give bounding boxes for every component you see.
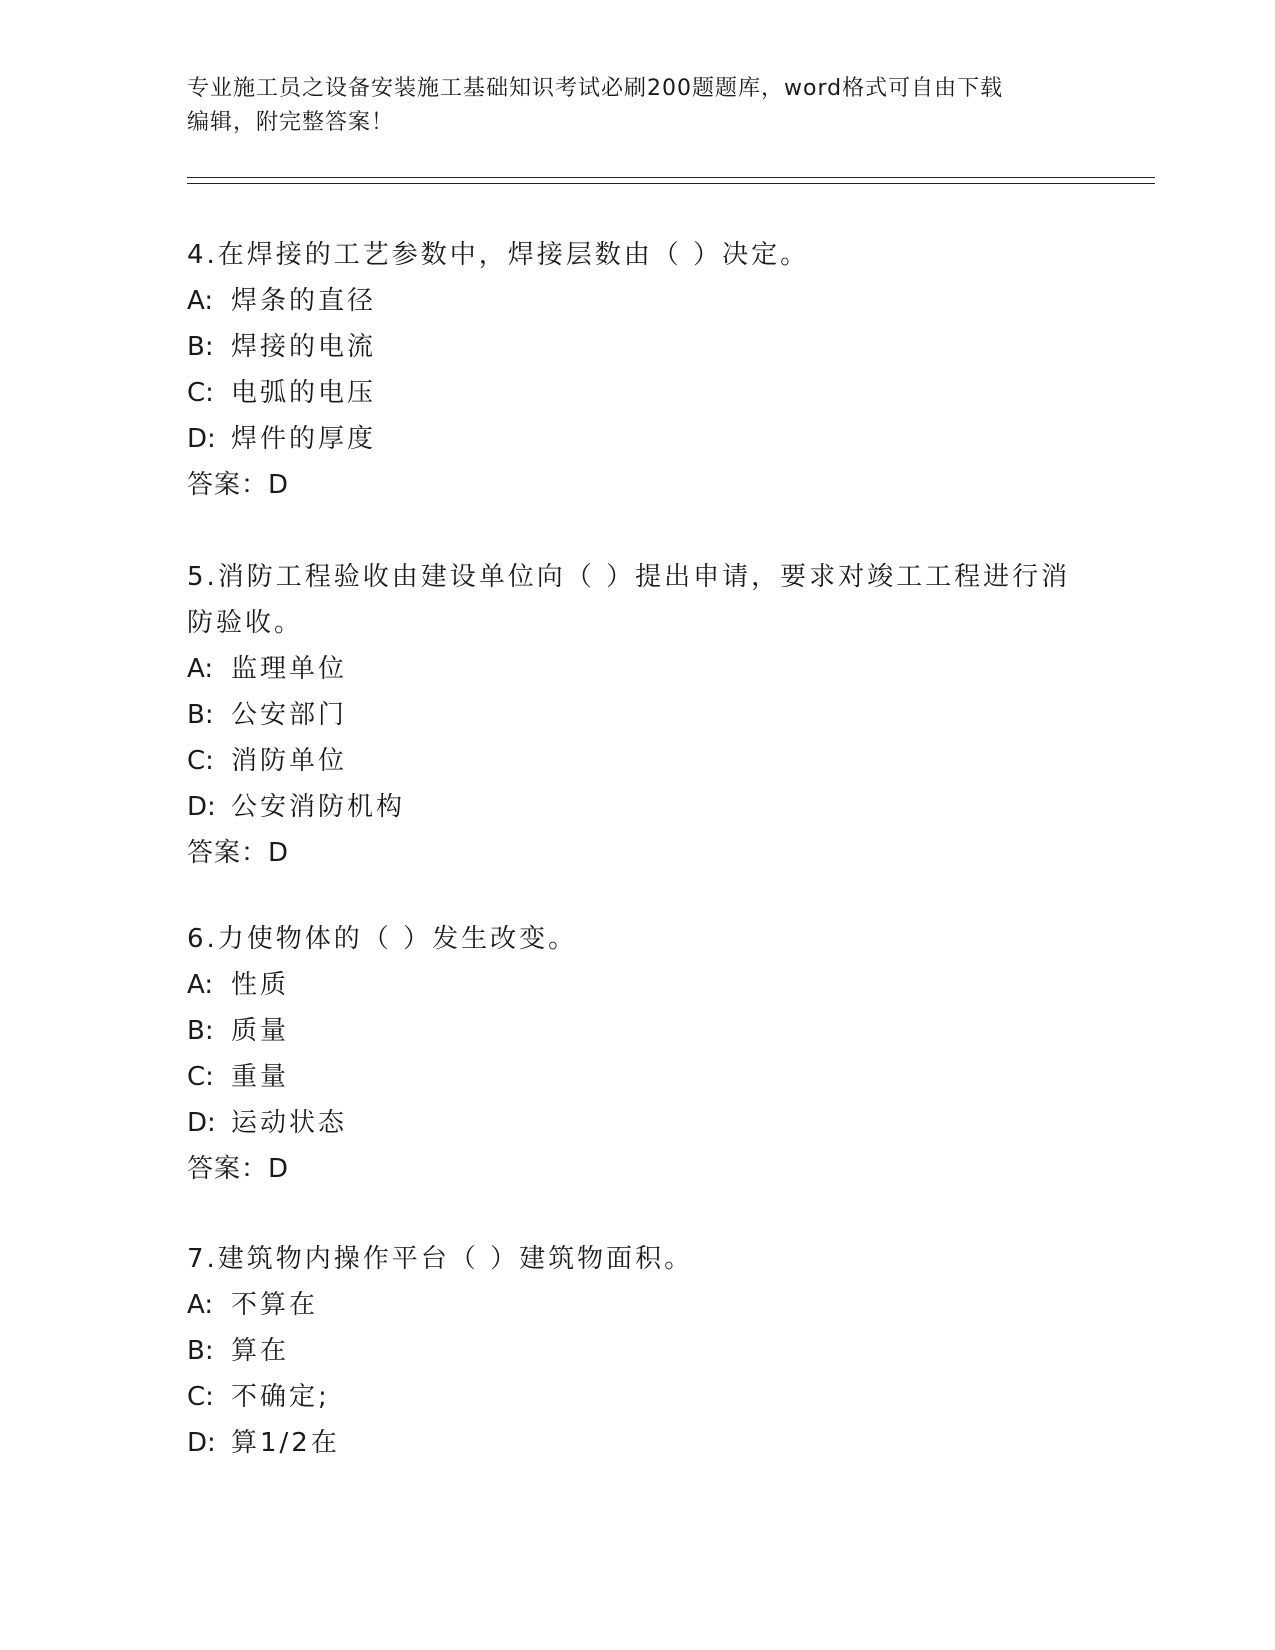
option-letter: B: xyxy=(187,1336,214,1366)
header-line-2: 编辑，附完整答案！ xyxy=(187,110,395,135)
option-b xyxy=(187,1008,1087,1054)
option-letter: A: xyxy=(187,970,214,1000)
option-a xyxy=(187,278,1087,324)
option-text: 算在 xyxy=(231,1336,290,1366)
option-letter: D: xyxy=(187,1428,216,1458)
question-7 xyxy=(187,1236,1087,1466)
option-text: 质量 xyxy=(231,1016,290,1046)
option-c xyxy=(187,1054,1087,1100)
option-d xyxy=(187,1100,1087,1146)
option-letter: D: xyxy=(187,792,216,822)
question-6 xyxy=(187,916,1087,1192)
question-4 xyxy=(187,232,1087,508)
option-text: 电弧的电压 xyxy=(231,378,377,408)
option-text: 监理单位 xyxy=(231,654,348,684)
option-text: 重量 xyxy=(231,1062,290,1092)
document-header xyxy=(187,72,1067,140)
option-c xyxy=(187,738,1087,784)
option-c xyxy=(187,1374,1087,1420)
answer: 答案：D xyxy=(187,838,290,868)
option-letter: B: xyxy=(187,332,214,362)
question-5 xyxy=(187,554,1087,876)
option-c xyxy=(187,370,1087,416)
option-letter: C: xyxy=(187,746,214,776)
option-text: 性质 xyxy=(231,970,290,1000)
option-letter: B: xyxy=(187,700,214,730)
option-d xyxy=(187,1420,1087,1466)
option-a xyxy=(187,646,1087,692)
option-text: 消防单位 xyxy=(231,746,348,776)
option-letter: C: xyxy=(187,378,214,408)
option-text: 焊条的直径 xyxy=(231,286,377,316)
option-letter: A: xyxy=(187,286,214,316)
question-stem-line-2: 防验收。 xyxy=(187,608,304,638)
option-letter: D: xyxy=(187,1108,216,1138)
option-d xyxy=(187,416,1087,462)
question-stem-line-1: 5.消防工程验收由建设单位向（ ）提出申请，要求对竣工工程进行消 xyxy=(187,562,1071,592)
header-divider-bottom xyxy=(187,183,1155,184)
option-text: 公安消防机构 xyxy=(231,792,406,822)
option-a xyxy=(187,1282,1087,1328)
option-b xyxy=(187,692,1087,738)
option-text: 公安部门 xyxy=(231,700,348,730)
option-letter: A: xyxy=(187,1290,214,1320)
option-letter: B: xyxy=(187,1016,214,1046)
option-letter: A: xyxy=(187,654,214,684)
option-d xyxy=(187,784,1087,830)
option-text: 不算在 xyxy=(231,1290,319,1320)
option-text: 运动状态 xyxy=(231,1108,348,1138)
answer: 答案：D xyxy=(187,470,290,500)
option-text: 算1/2在 xyxy=(231,1428,340,1458)
option-a xyxy=(187,962,1087,1008)
option-b xyxy=(187,1328,1087,1374)
question-stem: 7.建筑物内操作平台（ ）建筑物面积。 xyxy=(187,1244,694,1274)
option-text: 焊件的厚度 xyxy=(231,424,377,454)
question-stem: 6.力使物体的（ ）发生改变。 xyxy=(187,924,578,954)
answer: 答案：D xyxy=(187,1154,290,1184)
option-text: 焊接的电流 xyxy=(231,332,377,362)
option-text: 不确定; xyxy=(231,1382,330,1412)
option-b xyxy=(187,324,1087,370)
question-stem: 4.在焊接的工艺参数中，焊接层数由（ ）决定。 xyxy=(187,240,810,270)
option-letter: C: xyxy=(187,1062,214,1092)
option-letter: D: xyxy=(187,424,216,454)
option-letter: C: xyxy=(187,1382,214,1412)
header-divider-top xyxy=(187,177,1155,178)
header-line-1: 专业施工员之设备安装施工基础知识考试必刷200题题库，word格式可自由下载 xyxy=(187,76,1004,101)
